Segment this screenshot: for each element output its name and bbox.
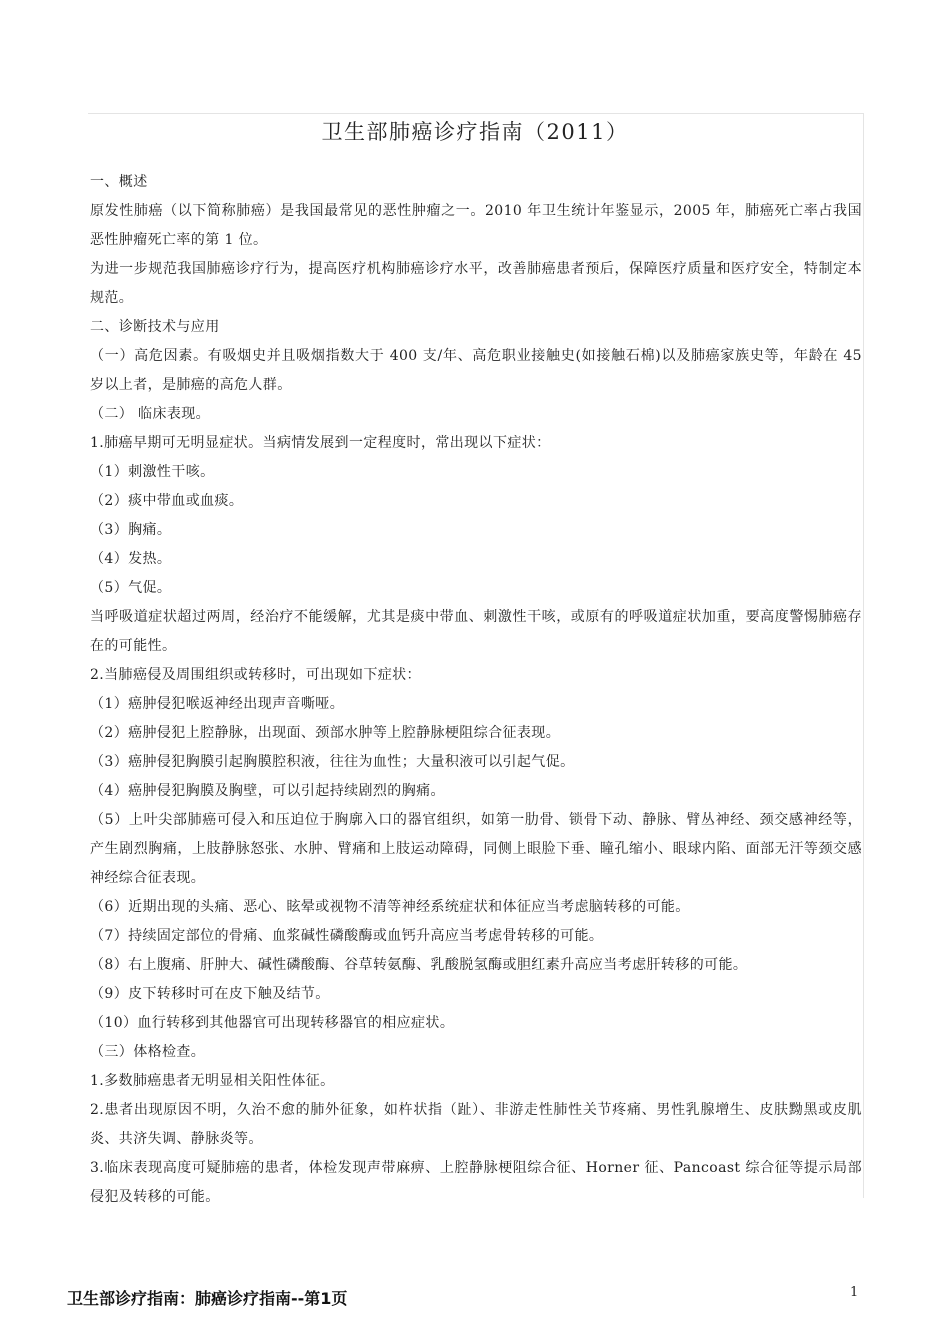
list-item: （5）上叶尖部肺癌可侵入和压迫位于胸廓入口的器官组织，如第一肋骨、锁骨下动、静脉、臂丛神经、颈交感神经等，产生剧烈胸痛，上肢静脉怒张、水肿、臂痛和上肢运动障碍，同侧上眼脸下垂、瞳孔缩小、眼球内陷、面部无汗等颈交感神经综合征表现。 bbox=[90, 812, 862, 886]
page-number: 1 bbox=[850, 1285, 859, 1300]
list-item: （1）癌肿侵犯喉返神经出现声音嘶哑。 bbox=[90, 696, 345, 712]
list-item: （2）痰中带血或血痰。 bbox=[90, 493, 244, 509]
page-border-top bbox=[88, 113, 863, 114]
footer-title: 卫生部诊疗指南：肺癌诊疗指南--第1页 bbox=[67, 1289, 348, 1308]
section-heading: 一、概述 bbox=[90, 174, 148, 190]
paragraph: 当呼吸道症状超过两周，经治疗不能缓解，尤其是痰中带血、刺激性干咳，或原有的呼吸道症状加重，要高度警惕肺癌存在的可能性。 bbox=[90, 609, 862, 654]
list-item: （6）近期出现的头痛、恶心、眩晕或视物不清等神经系统症状和体征应当考虑脑转移的可能。 bbox=[90, 899, 690, 915]
subsection-heading: （三）体格检查。 bbox=[90, 1044, 206, 1060]
paragraph: （一）高危因素。有吸烟史并且吸烟指数大于 400 支/年、高危职业接触史(如接触石棉)以及肺癌家族史等，年龄在 45 岁以上者，是肺癌的高危人群。 bbox=[90, 348, 862, 393]
list-item: （4）发热。 bbox=[90, 551, 172, 567]
list-item: （7）持续固定部位的骨痛、血浆碱性磷酸酶或血钙升高应当考虑骨转移的可能。 bbox=[90, 928, 604, 944]
list-item: （9）皮下转移时可在皮下触及结节。 bbox=[90, 986, 330, 1002]
paragraph: 原发性肺癌（以下简称肺癌）是我国最常见的恶性肿瘤之一。2010 年卫生统计年鉴显示，2005 年，肺癌死亡率占我国恶性肿瘤死亡率的第 1 位。 bbox=[90, 203, 862, 248]
list-item: （1）刺激性干咳。 bbox=[90, 464, 215, 480]
page-border-right bbox=[863, 113, 864, 1198]
list-item: （3）癌肿侵犯胸膜引起胸膜腔积液，往往为血性；大量积液可以引起气促。 bbox=[90, 754, 575, 770]
document-title: 卫生部肺癌诊疗指南（2011） bbox=[321, 120, 629, 144]
paragraph: 2.当肺癌侵及周围组织或转移时，可出现如下症状： bbox=[90, 667, 421, 683]
paragraph: 2.患者出现原因不明，久治不愈的肺外征象，如杵状指（趾）、非游走性肺性关节疼痛、男性乳腺增生、皮肤黝黑或皮肌炎、共济失调、静脉炎等。 bbox=[90, 1102, 862, 1147]
section-heading: 二、诊断技术与应用 bbox=[90, 319, 220, 335]
paragraph: 1.肺癌早期可无明显症状。当病情发展到一定程度时，常出现以下症状： bbox=[90, 435, 551, 451]
list-item: （10）血行转移到其他器官可出现转移器官的相应症状。 bbox=[90, 1015, 455, 1031]
list-item: （5）气促。 bbox=[90, 580, 172, 596]
paragraph: 1.多数肺癌患者无明显相关阳性体征。 bbox=[90, 1073, 335, 1089]
list-item: （4）癌肿侵犯胸膜及胸壁，可以引起持续剧烈的胸痛。 bbox=[90, 783, 445, 799]
paragraph: 3.临床表现高度可疑肺癌的患者，体检发现声带麻痹、上腔静脉梗阻综合征、Horner 征、Pancoast 综合征等提示局部侵犯及转移的可能。 bbox=[90, 1160, 862, 1205]
document-body bbox=[90, 168, 862, 1212]
paragraph: 为进一步规范我国肺癌诊疗行为，提高医疗机构肺癌诊疗水平，改善肺癌患者预后，保障医疗质量和医疗安全，特制定本规范。 bbox=[90, 261, 862, 306]
subsection-heading: （二） 临床表现。 bbox=[90, 406, 211, 422]
list-item: （3）胸痛。 bbox=[90, 522, 172, 538]
list-item: （2）癌肿侵犯上腔静脉，出现面、颈部水肿等上腔静脉梗阻综合征表现。 bbox=[90, 725, 561, 741]
list-item: （8）右上腹痛、肝肿大、碱性磷酸酶、谷草转氨酶、乳酸脱氢酶或胆红素升高应当考虑肝转移的可能。 bbox=[90, 957, 748, 973]
